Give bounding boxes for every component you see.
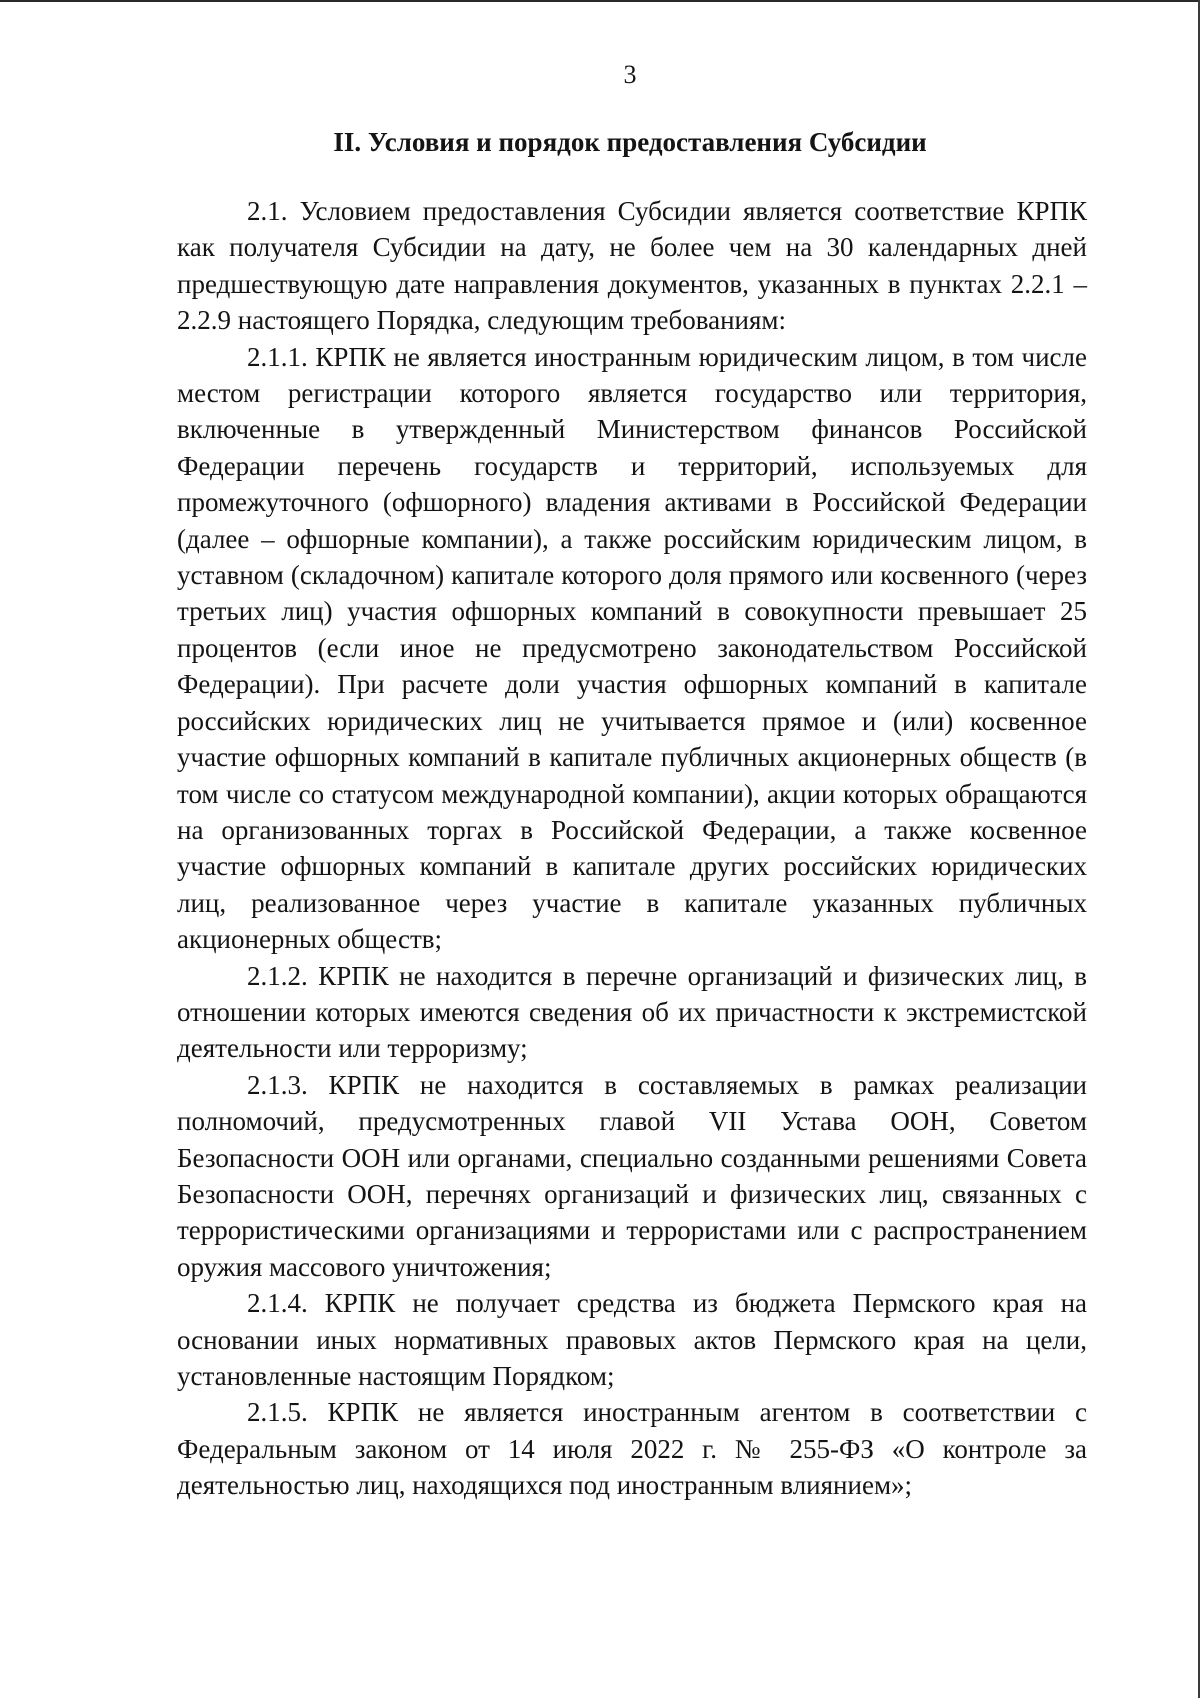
page-number: 3 <box>623 60 637 89</box>
paragraph-2-1: 2.1. Условием предоставления Субсидии является соответствие КРПК как получателя Субсидии на дату, не более чем на 30 календарных дней предшествующую дате направления документов, указанных в пунктах 2.2.1 – 2.2.9 настоящего Порядка, следующим требованиям: <box>177 196 1087 336</box>
document-body <box>177 193 1087 1504</box>
section-heading: II. Условия и порядок предоставления Субсидии <box>333 127 927 157</box>
scan-top-edge <box>0 0 1200 2</box>
paragraph-2-1-3: 2.1.3. КРПК не находится в составляемых в рамках реализации полномочий, предусмотренных главой VII Устава ООН, Советом Безопасности ООН или органами, специально созданными решениями Совета Безопасности ООН, перечнях организаций и физических лиц, связанных с террористическими организациями и террористами или с распространением оружия массового уничтожения; <box>177 1069 1087 1282</box>
paragraph-2-1-2: 2.1.2. КРПК не находится в перечне организаций и физических лиц, в отношении которых имеются сведения об их причастности к экстремистской деятельности или терроризму; <box>177 960 1087 1064</box>
paragraph-2-1-1: 2.1.1. КРПК не является иностранным юридическим лицом, в том числе местом регистрации которого является государство или территория, включенные в утвержденный Министерством финансов Российской Федерации перечень государств и территорий, используемых для промежуточного (офшорного) владения активами в Российской Федерации (далее – офшорные компании), а также российским юридическим лицом, в уставном (складочном) капитале которого доля прямого или косвенного (через третьих лиц) участия офшорных компаний в совокупности превышает 25 процентов (если иное не предусмотрено законодательством Российской Федерации). При расчете доли участия офшорных компаний в капитале российских юридических лиц не учитывается прямое и (или) косвенное участие офшорных компаний в капитале публичных акционерных обществ (в том числе со статусом международной компании), акции которых обращаются на организованных торгах в Российской Федерации, а также косвенное участие офшорных компаний в капитале других российских юридических лиц, реализованное через участие в капитале указанных публичных акционерных обществ; <box>177 341 1087 955</box>
paragraph-2-1-4: 2.1.4. КРПК не получает средства из бюджета Пермского края на основании иных нормативных правовых актов Пермского края на цели, установленные настоящим Порядком; <box>177 1288 1087 1391</box>
paragraph-2-1-5: 2.1.5. КРПК не является иностранным агентом в соответствии с Федеральным законом от 14 июля 2022 г. № 255-ФЗ «О контроле за деятельностью лиц, находящихся под иностранным влиянием»; <box>177 1397 1087 1501</box>
